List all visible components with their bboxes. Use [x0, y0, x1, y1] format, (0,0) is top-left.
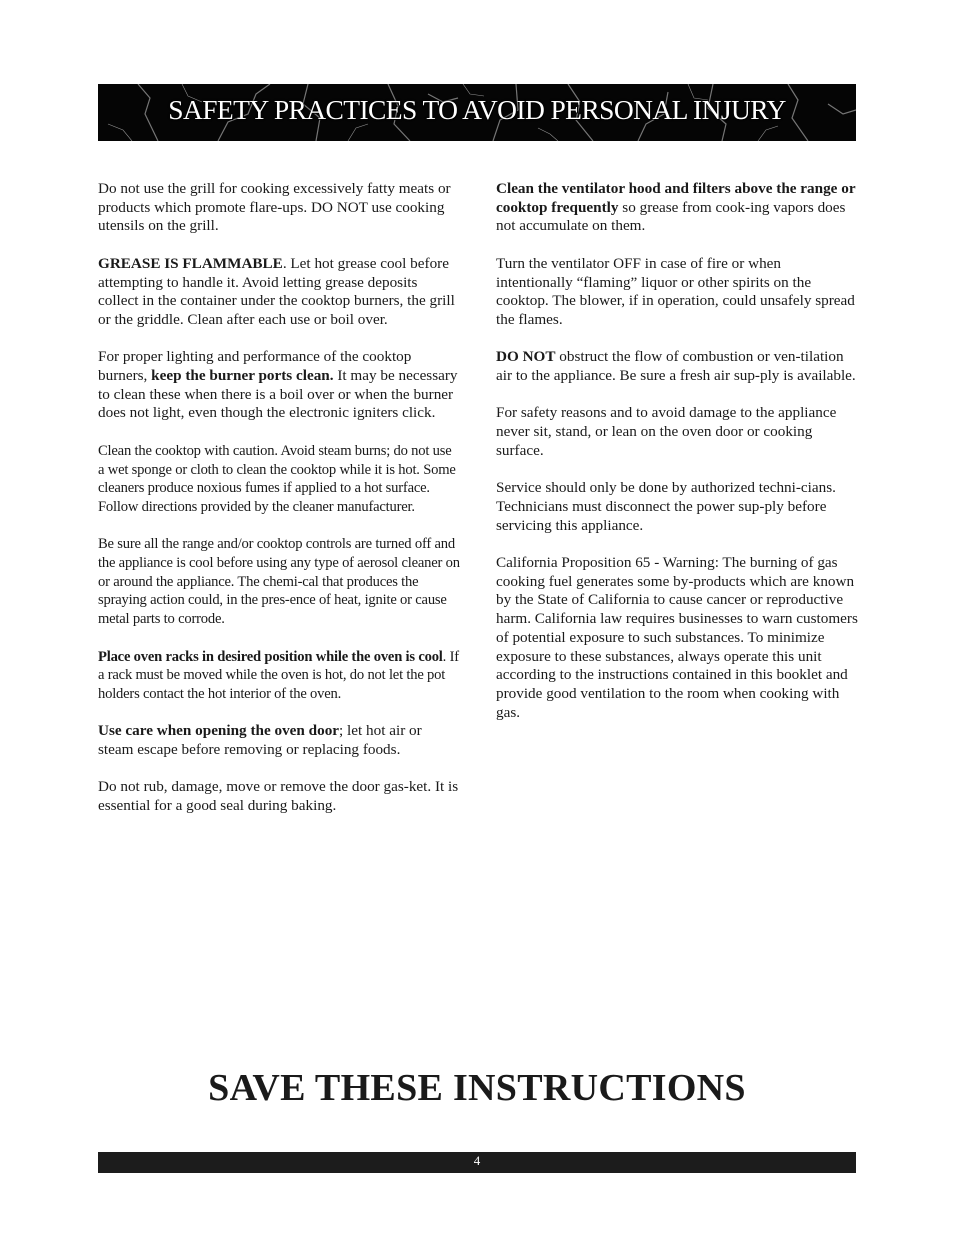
paragraph-grill: Do not use the grill for cooking excessively fatty meats or products which promote flare-ups. DO NOT use cooking utensils on the grill. [98, 180, 451, 235]
bold-text: Use care when opening the oven door [98, 722, 340, 740]
paragraph-cooktop-caution: Clean the cooktop with caution. Avoid steam burns; do not use a wet sponge or cloth to clean the cooktop while it is hot. Some cleaners produce noxious fumes if applied to a hot surface. Follow directions provided by the cleaner manufacturer. [98, 442, 456, 515]
bold-text: Place oven racks in desired position while the oven is cool [98, 648, 443, 665]
paragraph-door-gasket: Do not rub, damage, move or remove the door gas-ket. It is essential for a good seal during baking. [98, 778, 459, 815]
footer-bar [98, 1152, 856, 1173]
paragraph-oven-door-lean: For safety reasons and to avoid damage to the appliance never sit, stand, or lean on the oven door or cooking surface. [496, 404, 837, 459]
paragraph-combustion-air: DO NOT obstruct the flow of combustion or ven-tilation air to the appliance. Be sure a fresh air sup-ply is available. [496, 348, 856, 384]
paragraph-ventilator-hood: Clean the ventilator hood and filters above the range or cooktop frequently so grease from cook-ing vapors does not accumulate on them. [496, 180, 856, 235]
page-number: 4 [473, 1153, 481, 1168]
paragraph-oven-door: Use care when opening the oven door; let hot air or steam escape before removing or replacing foods. [98, 722, 422, 758]
section-title: SAFETY PRACTICES TO AVOID PERSONAL INJURY [168, 94, 786, 125]
paragraph-ventilator-off: Turn the ventilator OFF in case of fire or when intentionally “flaming” liquor or other spirits on the cooktop. The blower, if in operation, could unsafely spread the flames. [496, 254, 855, 328]
paragraph-burner-ports: For proper lighting and performance of the cooktop burners, keep the burner ports clean. It may be necessary to clean these when there is a boil over or when the burner does not light, even though the electronic igniters click. [98, 348, 458, 422]
bold-text: Clean the ventilator hood and filters above the range or cooktop frequently [496, 180, 856, 216]
bold-text: keep the burner ports clean. [151, 367, 334, 384]
save-instructions-heading: SAVE THESE INSTRUCTIONS [208, 1067, 746, 1109]
right-column [496, 180, 858, 741]
paragraph-service: Service should only be done by authorized techni-cians. Technicians must disconnect the power sup-ply before servicing this appliance. [496, 479, 836, 534]
paragraph-prop65: California Proposition 65 - Warning: The burning of gas cooking fuel generates some by-products which are known by the State of California to cause cancer or reproductive harm. California law requires businesses to warn customers of potential exposure to such substances. To minimize exposure to these substances, always operate this unit according to the instructions contained in this booklet and provide good ventilation to the room when cooking with gas. [496, 553, 858, 721]
bold-text: DO NOT [496, 348, 556, 366]
bold-text: GREASE IS FLAMMABLE [98, 254, 283, 272]
paragraph-oven-racks: Place oven racks in desired position while the oven is cool. If a rack must be moved while the oven is hot, do not let the pot holders contact the hot interior of the oven. [98, 648, 459, 702]
left-column [98, 180, 460, 834]
paragraph-grease: GREASE IS FLAMMABLE. Let hot grease cool before attempting to handle it. Avoid letting grease deposits collect in the container under the cooktop burners, the grill or the griddle. Clean after each use or boil over. [98, 254, 455, 328]
section-banner [98, 84, 856, 141]
paragraph-aerosol: Be sure all the range and/or cooktop controls are turned off and the appliance is cool before using any type of aerosol cleaner on or around the appliance. The chemi-cal that produces the spraying action could, in the pres-ence of heat, ignite or cause metal parts to corrode. [98, 536, 460, 628]
